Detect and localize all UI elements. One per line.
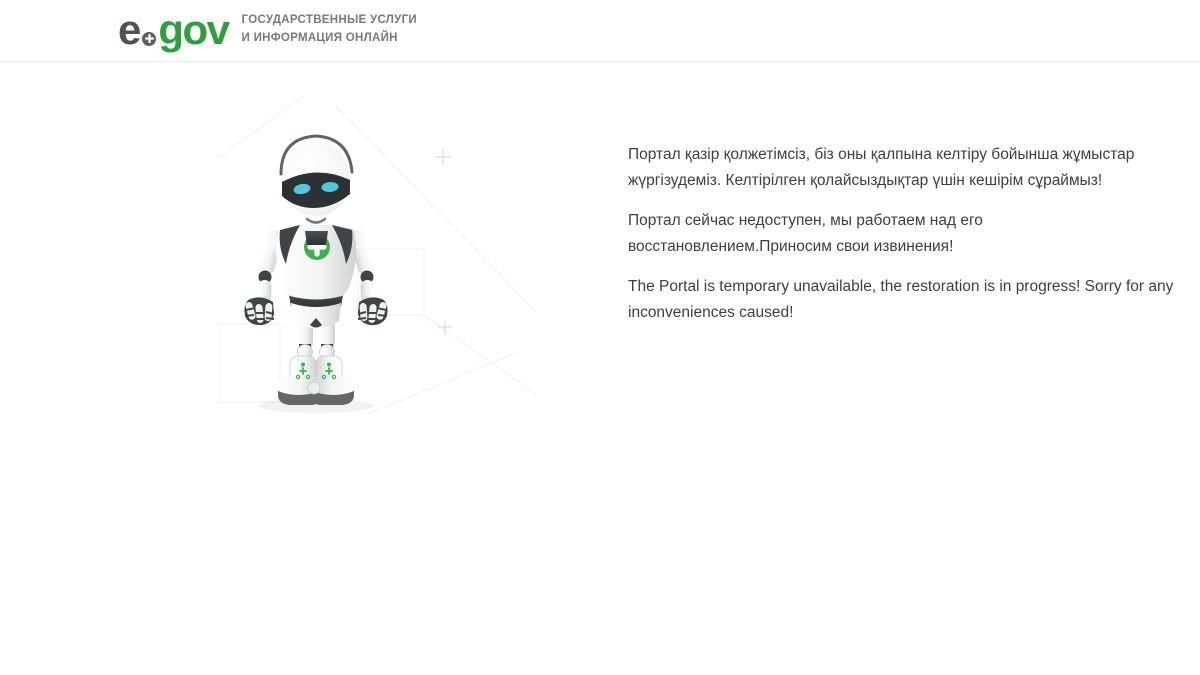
message-en-line2: inconveniences caused!	[628, 304, 794, 321]
pattern-plus-icon	[435, 149, 452, 334]
message-ru-line1: Портал сейчас недоступен, мы работаем над его	[628, 212, 983, 229]
egov-logo[interactable]	[118, 6, 229, 54]
robot-smile	[307, 219, 325, 223]
message-en	[628, 274, 1173, 326]
message-ru	[628, 208, 1173, 260]
logo-gov-text: gov	[158, 6, 229, 54]
message-ru-line2: восстановлением.Приносим свои извинения!	[628, 238, 954, 255]
tagline-line-1: ГОСУДАРСТВЕННЫЕ УСЛУГИ	[241, 14, 417, 26]
logo-letter-e: e	[118, 6, 141, 54]
header-tagline	[242, 12, 417, 47]
robot-mascot-image	[218, 94, 538, 424]
header	[0, 0, 1200, 62]
maintenance-messages	[628, 142, 1173, 340]
message-kk-line2: жүргізудеміз. Келтірілген қолайсыздықтар үшін кешірім сұраймыз!	[628, 172, 1103, 189]
message-en-line1: The Portal is temporary unavailable, the restoration is in progress! Sorry for any	[628, 278, 1174, 295]
robot-illustration	[218, 94, 538, 424]
robot-head	[281, 136, 352, 223]
main-content	[0, 62, 1200, 674]
logo-plus-circle-icon	[142, 32, 156, 46]
message-kk	[628, 142, 1173, 194]
robot-neck	[305, 231, 328, 245]
message-kk-line1: Портал қазір қолжетімсіз, біз оны қалпына келтіру бойынша жұмыстар	[628, 146, 1135, 163]
tagline-line-2: И ИНФОРМАЦИЯ ОНЛАЙН	[241, 31, 398, 44]
robot-hand	[244, 297, 274, 325]
